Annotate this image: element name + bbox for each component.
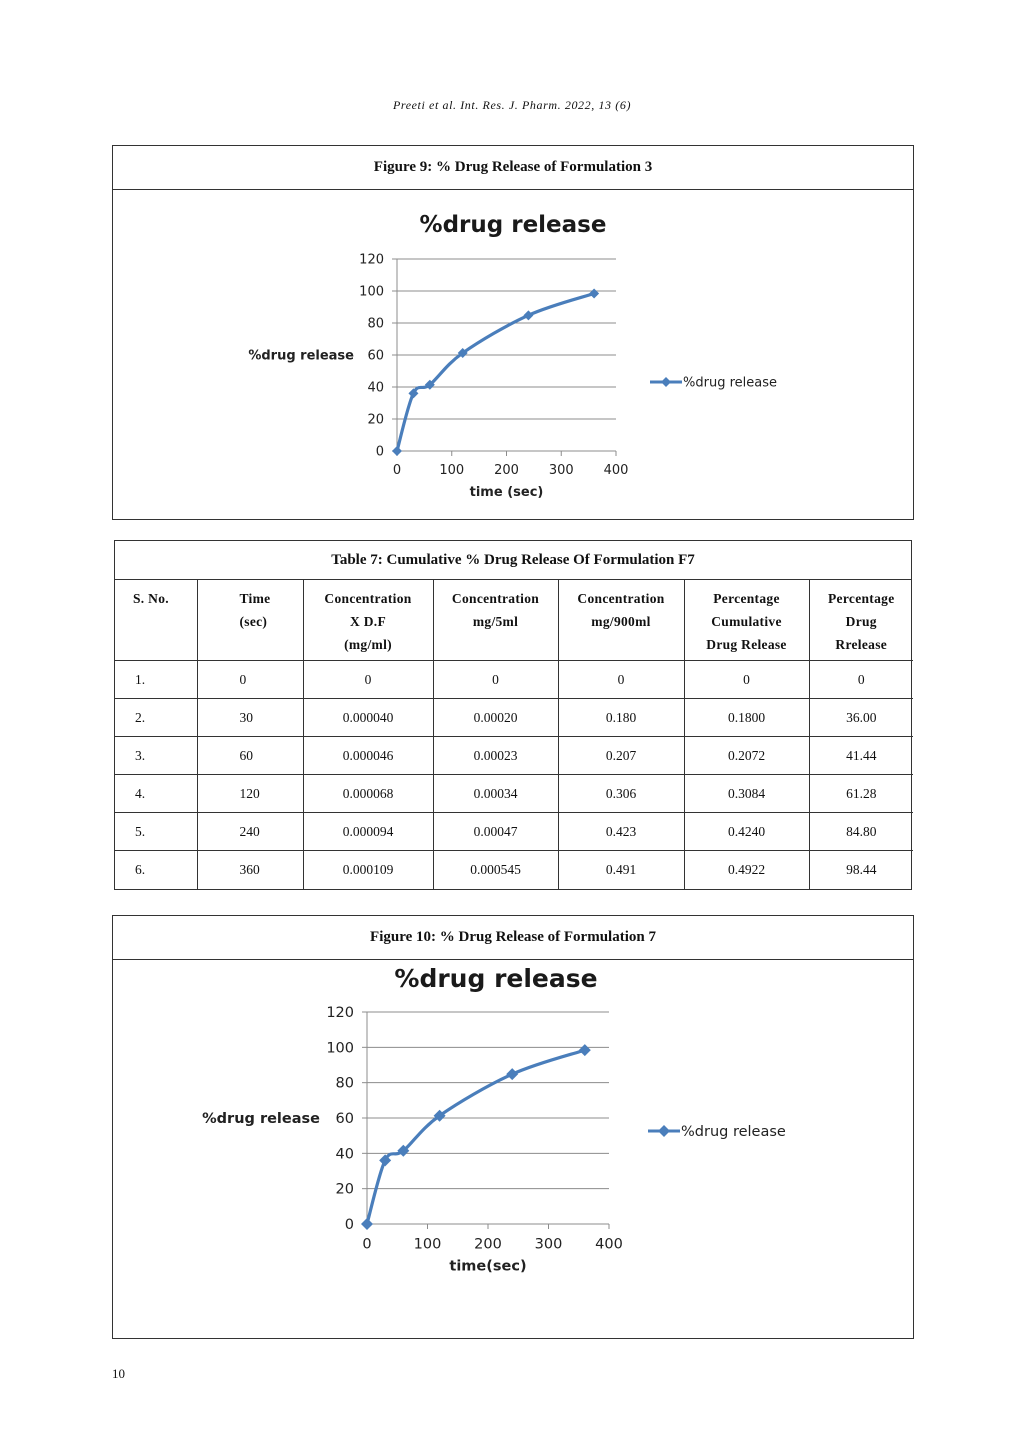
table-cell: 0	[433, 661, 558, 699]
column-header-line: Percentage	[713, 591, 780, 606]
table-row	[115, 813, 913, 851]
table-cell: 2.	[115, 699, 197, 737]
x-axis-label: time (sec)	[469, 485, 544, 500]
x-tick-label: 400	[595, 1236, 623, 1253]
column-header	[558, 580, 684, 661]
data-point-marker	[506, 1068, 518, 1080]
table-cell: 36.00	[809, 699, 913, 737]
y-tick-label: 40	[367, 380, 384, 396]
legend-marker	[661, 377, 671, 387]
data-point-marker	[361, 1218, 373, 1230]
y-tick-label: 100	[359, 284, 384, 300]
table-cell: 0.423	[558, 813, 684, 851]
table-cell: 0	[684, 661, 809, 699]
x-tick-label: 300	[548, 463, 574, 478]
table-cell: 0.2072	[684, 737, 809, 775]
table-cell: 0.000094	[303, 813, 433, 851]
figure-10-chart	[113, 960, 913, 1338]
table-cell: 0.000545	[433, 851, 558, 889]
table-cell: 6.	[115, 851, 197, 889]
x-tick-label: 100	[439, 463, 465, 478]
x-axis-label: time(sec)	[449, 1258, 527, 1275]
table-cell: 30	[197, 699, 303, 737]
table-cell: 0.4922	[684, 851, 809, 889]
column-header	[684, 580, 809, 661]
table-cell: 0.180	[558, 699, 684, 737]
y-tick-label: 40	[335, 1146, 354, 1163]
table-cell: 41.44	[809, 737, 913, 775]
column-header-line: Concentration	[577, 591, 665, 606]
y-tick-label: 80	[367, 316, 384, 332]
y-tick-label: 80	[335, 1075, 354, 1092]
column-header-line: Drug Release	[706, 637, 787, 652]
running-head: Preeti et al. Int. Res. J. Pharm. 2022, 13 (6)	[392, 98, 632, 112]
x-tick-label: 0	[362, 1236, 372, 1253]
column-header-line: S. No.	[133, 591, 169, 606]
table-cell: 0.4240	[684, 813, 809, 851]
legend-marker	[658, 1125, 670, 1137]
x-tick-label: 100	[413, 1236, 442, 1253]
table-cell: 0.000068	[303, 775, 433, 813]
column-header-line: mg/5ml	[472, 614, 519, 629]
table-7-grid	[115, 580, 913, 889]
table-row	[115, 699, 913, 737]
column-header	[303, 580, 433, 661]
column-header-line: (sec)	[239, 614, 268, 629]
table-7-caption: Table 7: Cumulative % Drug Release Of Formulation F7	[115, 541, 911, 580]
table-cell: 98.44	[809, 851, 913, 889]
table-cell: 61.28	[809, 775, 913, 813]
x-tick-label: 300	[534, 1236, 563, 1253]
table-cell: 0.00034	[433, 775, 558, 813]
y-tick-label: 60	[367, 348, 384, 364]
x-tick-label: 0	[392, 463, 402, 478]
y-tick-label: 60	[335, 1111, 354, 1128]
column-header	[197, 580, 303, 661]
table-7	[114, 540, 912, 890]
y-tick-label: 0	[375, 444, 384, 460]
table-cell: 0.3084	[684, 775, 809, 813]
data-point-marker	[523, 310, 533, 320]
table-cell: 0.00047	[433, 813, 558, 851]
column-header-line: Rrelease	[835, 637, 888, 652]
legend-label: %drug release	[681, 1124, 786, 1141]
table-cell: 360	[197, 851, 303, 889]
table-cell: 4.	[115, 775, 197, 813]
table-row	[115, 737, 913, 775]
table-cell: 0.00020	[433, 699, 558, 737]
column-header	[809, 580, 913, 661]
y-tick-label: 20	[335, 1181, 354, 1198]
figure-9-caption: Figure 9: % Drug Release of Formulation 3	[113, 146, 913, 190]
x-tick-label: 200	[474, 1236, 502, 1253]
table-cell: 240	[197, 813, 303, 851]
table-cell: 5.	[115, 813, 197, 851]
column-header-line: X D.F	[350, 614, 386, 629]
column-header-line: Drug	[845, 614, 877, 629]
table-cell: 0.1800	[684, 699, 809, 737]
table-cell: 0	[558, 661, 684, 699]
y-tick-label: 120	[326, 1005, 354, 1022]
column-header	[115, 580, 197, 661]
table-cell: 3.	[115, 737, 197, 775]
y-tick-label: 0	[344, 1217, 354, 1234]
figure-9-box	[112, 145, 914, 520]
column-header-line: mg/900ml	[591, 614, 651, 629]
table-row	[115, 661, 913, 699]
x-tick-label: 400	[603, 463, 629, 478]
table-row	[115, 775, 913, 813]
legend-label: %drug release	[683, 375, 777, 391]
column-header-line: Concentration	[451, 591, 540, 606]
chart-title: %drug release	[419, 212, 607, 238]
column-header-line: Cumulative	[711, 614, 782, 629]
y-tick-label: 100	[326, 1040, 354, 1057]
table-cell: 84.80	[809, 813, 913, 851]
figure-9-chart	[113, 189, 913, 519]
table-cell: 60	[197, 737, 303, 775]
column-header-line: Concentration	[324, 591, 412, 606]
table-cell: 0.207	[558, 737, 684, 775]
table-cell: 0.00023	[433, 737, 558, 775]
y-axis-label: %drug release	[202, 1111, 320, 1128]
y-axis-label: %drug release	[248, 348, 354, 364]
table-cell: 1.	[115, 661, 197, 699]
y-tick-label: 20	[367, 412, 384, 428]
table-cell: 0	[303, 661, 433, 699]
column-header-line: Percentage	[828, 591, 895, 606]
data-point-marker	[579, 1044, 591, 1056]
column-header-line: (mg/ml)	[344, 637, 392, 652]
table-cell: 0.000109	[303, 851, 433, 889]
column-header	[433, 580, 558, 661]
table-cell: 0.491	[558, 851, 684, 889]
table-cell: 0	[197, 661, 303, 699]
page-number: 10	[112, 1366, 125, 1381]
chart-title: %drug release	[394, 964, 598, 993]
series-line	[397, 294, 594, 452]
column-header-line: Time	[239, 591, 271, 606]
table-cell: 0.000046	[303, 737, 433, 775]
x-tick-label: 200	[494, 463, 519, 478]
figure-10-caption: Figure 10: % Drug Release of Formulation 7	[113, 916, 913, 960]
table-cell: 0.306	[558, 775, 684, 813]
table-cell: 0	[857, 671, 865, 687]
series-line	[367, 1050, 585, 1224]
table-cell: 120	[197, 775, 303, 813]
table-cell: 0.000040	[303, 699, 433, 737]
table-row	[115, 851, 913, 889]
table-body	[115, 661, 913, 889]
table-header-row	[115, 580, 913, 661]
data-point-marker	[392, 446, 402, 456]
y-tick-label: 120	[359, 252, 384, 268]
data-point-marker	[589, 288, 599, 298]
figure-10-box	[112, 915, 914, 1339]
